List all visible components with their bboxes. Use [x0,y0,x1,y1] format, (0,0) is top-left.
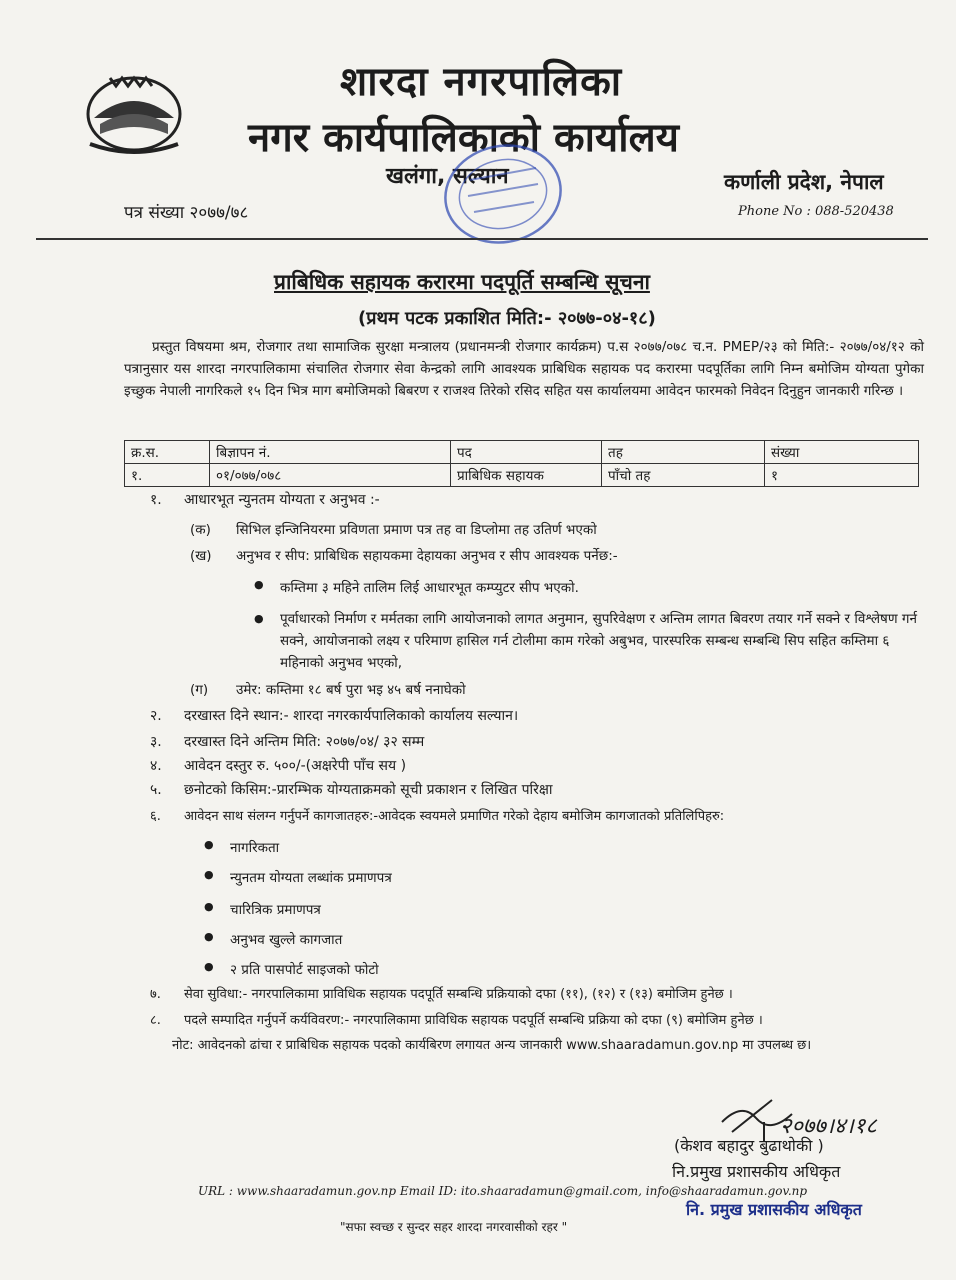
subitem-number: (ग) [190,682,209,698]
subitem-number: (क) [190,522,211,538]
document-item: ● नागरिकता [230,838,279,856]
column-header: संख्या [765,441,919,464]
subitem-number: (ख) [190,548,212,564]
org-name: शारदा नगरपालिका [340,59,623,105]
header-divider [36,238,928,240]
letter-number: पत्र संख्या २०७७/७८ [124,203,249,223]
signature-date: २०७७।४।१८ [780,1114,877,1139]
section-number: २. [150,708,162,724]
section-text: छनोटको किसिम:-प्रारम्भिक योग्यताक्रमको सूची प्रकाशन र लिखित परिक्षा [184,782,553,798]
section-number: ३. [150,734,162,750]
column-header: तह [602,441,765,464]
subitem-kha [190,546,618,564]
subitem-text: अनुभव र सीप: प्राबिधिक सहायकमा देहायका अनुभव र सीप आवश्यक पर्नेछ:- [236,548,618,564]
subitem-ga [190,680,466,698]
section-2 [150,706,518,725]
bullet-item: ● पूर्वाधारको निर्माण र मर्मतका लागि आयोजनाको लागत अनुमान, सुपरिवेक्षण र अन्तिम लागत बिवरण तयार गर्ने सक्ने र विश्लेषण गर्न सक्ने, आयोजनाको लक्ष्य र परिमाण हासिल गर्न टोलीमा काम गरेको अबुभव, पारस्परिक सम्बन्ध सम्बन्धि सिप सहित कम्तिमा ६ महिनाको अनुभव भएको, [280,608,920,674]
section-4 [150,756,406,775]
section-number: ७. [150,987,161,1002]
province: कर्णाली प्रदेश, नेपाल [724,170,884,194]
section-text: दरखास्त दिने स्थान:- शारदा नगरकार्यपालिकाको कार्यालय सल्यान। [184,708,519,724]
section-number: १. [150,492,162,508]
office-stamp [440,140,566,248]
section-text: पदले सम्पादित गर्नुपर्ने कर्यविवरण:- नगरपालिकामा प्राविधिक सहायक पदपूर्ति सम्बन्धि प्रक्रिया को दफा (९) बमोजिम हुनेछ । [184,1013,763,1028]
office-name: नगर कार्यपालिकाको कार्यालय [248,115,679,161]
section-1 [150,490,380,509]
section-number: ६. [150,809,161,824]
section-5 [150,780,553,799]
column-header: बिज्ञापन नं. [210,441,451,464]
section-label: आधारभूत न्युनतम योग्यता र अनुभव :- [184,492,380,508]
table-header-row [125,441,919,464]
column-header: पद [451,441,602,464]
section-text: दरखास्त दिने अन्तिम मिति: २०७७/०४/ ३२ सम्म [184,734,425,750]
note-text: नोट: आवेदनको ढांचा र प्राबिधिक सहायक पदको कार्यबिरण लगायत अन्य जानकारी www.shaaradamun.gov.np मा उपलब्ध छ। [172,1038,812,1053]
table-cell: १ [765,464,919,487]
signatory-name: (केशव बहादुर बुढाथोकी ) [674,1136,824,1155]
section-text: आवेदन दस्तुर रु. ५००/-(अक्षरेपी पाँच सय ) [184,758,407,774]
document-item: ● चारित्रिक प्रमाणपत्र [230,900,321,918]
section-text: सेवा सुविधा:- नगरपालिकामा प्राविधिक सहायक पदपूर्ति सम्बन्धि प्रक्रियाको दफा (११), (१२) र (१३) बमोजिम हुनेछ । [184,987,733,1002]
notice-title: प्राबिधिक सहायक करारमा पदपूर्ति सम्बन्धि सूचना [274,270,650,294]
table-cell: ०१/०७७/०७८ [210,464,451,487]
section-text: आवेदन साथ संलग्न गर्नुपर्ने कागजातहरु:-आवेदक स्वयमले प्रमाणित गरेको देहाय बमोजिम कागजातको प्रतिलिपिहरु: [184,809,725,824]
document-item: ● न्युनतम योग्यता लब्धांक प्रमाणपत्र [230,868,392,886]
footer-contact: URL : www.shaaradamun.gov.np Email ID: ito.shaaradamun@gmail.com, info@shaaradamun.gov.np [198,1184,808,1198]
subitem-text: उमेर: कम्तिमा १८ बर्ष पुरा भइ ४५ बर्ष ननाघेको [236,682,466,698]
document-item: ● अनुभव खुल्ले कागजात [230,930,342,948]
section-8 [150,1010,763,1028]
phone-number: Phone No : 088-520438 [738,204,894,219]
table-cell: १. [125,464,210,487]
table-cell: प्राबिधिक सहायक [451,464,602,487]
section-3 [150,732,424,751]
office-location: खलंगा, सल्यान [386,164,509,189]
table-row [125,464,919,487]
section-6 [150,806,724,824]
nepal-emblem-logo [80,64,188,156]
section-7 [150,984,733,1002]
section-number: ८. [150,1013,161,1028]
subitem-ka [190,520,597,538]
bullet-item: ● कम्तिमा ३ महिने तालिम लिई आधारभूत कम्प्युटर सीप भएको. [280,578,579,596]
column-header: क्र.स. [125,441,210,464]
publish-date: (प्रथम पटक प्रकाशित मिति:- २०७७-०४-१८) [358,308,656,329]
section-number: ४. [150,758,162,774]
signatory-title: नि.प्रमुख प्रशासकीय अधिकृत [672,1162,841,1181]
section-number: ५. [150,782,162,798]
vacancy-table [124,440,919,487]
subitem-text: सिभिल इन्जिनियरमा प्रविणता प्रमाण पत्र तह वा डिप्लोमा तह उतिर्ण भएको [236,522,597,538]
table-cell: पाँचो तह [602,464,765,487]
footer-slogan: "सफा स्वच्छ र सुन्दर सहर शारदा नगरवासीको रहर " [340,1220,568,1234]
intro-paragraph: प्रस्तुत विषयमा श्रम, रोजगार तथा सामाजिक सुरक्षा मन्त्रालय (प्रधानमन्त्री रोजगार कार्यक्रम) प.स २०७७/०७८ च.न. PMEP/२३ को मिति:- २०७७/०४/१२ को पत्रानुसार यस शारदा नगरपालिकामा संचालित रोजगार सेवा केन्द्रको लागि आवश्यक प्राबिधिक सहायक पद करारमा पदपूर्तिका लागि निम्न बमोजिम योग्यता पुगेका इच्छुक नेपाली नागरिकले १५ दिन भित्र माग बमोजिमको बिबरण र राजश्व तिरेको रसिद सहित यस कार्यालयमा आवेदन फारमको निवेदन दिनुहुन जानकारी गरिन्छ । [124,339,924,399]
designation-stamp: नि. प्रमुख प्रशासकीय अधिकृत [686,1200,862,1219]
document-item: ● २ प्रति पासपोर्ट साइजको फोटो [230,960,379,978]
